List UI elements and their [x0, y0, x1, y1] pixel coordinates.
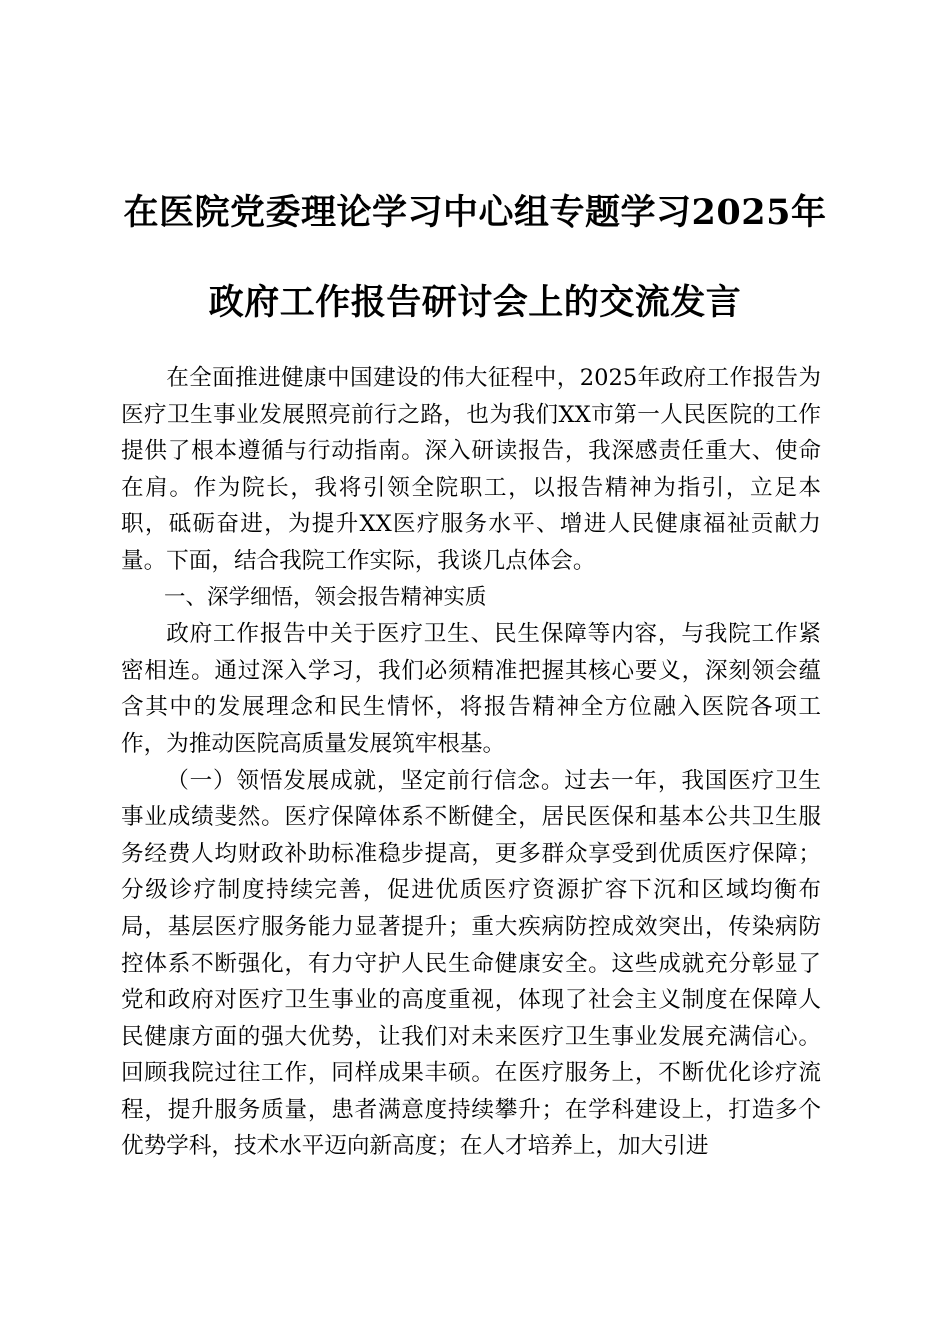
document-body: [121, 360, 821, 1165]
section-1-paragraph: 政府工作报告中关于医疗卫生、民生保障等内容，与我院工作紧密相连。通过深入学习，我们必须精准把握其核心要义，深刻领会蕴含其中的发展理念和民生情怀，将报告精神全方位融入医院各项工作，为推动医院高质量发展筑牢根基。: [121, 621, 821, 757]
section-heading-1: 一、深学细悟，领会报告精神实质: [164, 584, 487, 610]
document-title: [100, 168, 850, 348]
title-line-2: 政府工作报告研讨会上的交流发言: [208, 282, 742, 323]
intro-paragraph: 在全面推进健康中国建设的伟大征程中，2025年政府工作报告为医疗卫生事业发展照亮前行之路，也为我们XX市第一人民医院的工作提供了根本遵循与行动指南。深入研读报告，我深感责任重大、使命在肩。作为院长，我将引领全院职工，以报告精神为指引，立足本职，砥砺奋进，为提升XX医疗服务水平、增进人民健康福祉贡献力量。下面，结合我院工作实际，我谈几点体会。: [121, 365, 821, 574]
title-line-1: 在医院党委理论学习中心组专题学习2025年: [123, 192, 827, 233]
subsection-1-paragraph: （一）领悟发展成就，坚定前行信念。过去一年，我国医疗卫生事业成绩斐然。医疗保障体系不断健全，居民医保和基本公共卫生服务经费人均财政补助标准稳步提高，更多群众享受到优质医疗保障；分级诊疗制度持续完善，促进优质医疗资源扩容下沉和区域均衡布局，基层医疗服务能力显著提升；重大疾病防控成效突出，传染病防控体系不断强化，有力守护人民生命健康安全。这些成就充分彰显了党和政府对医疗卫生事业的高度重视，体现了社会主义制度在保障人民健康方面的强大优势，让我们对未来医疗卫生事业发展充满信心。回顾我院过往工作，同样成果丰硕。在医疗服务上，不断优化诊疗流程，提升服务质量，患者满意度持续攀升；在学科建设上，打造多个优势学科，技术水平迈向新高度；在人才培养上，加大引进: [121, 767, 821, 1160]
